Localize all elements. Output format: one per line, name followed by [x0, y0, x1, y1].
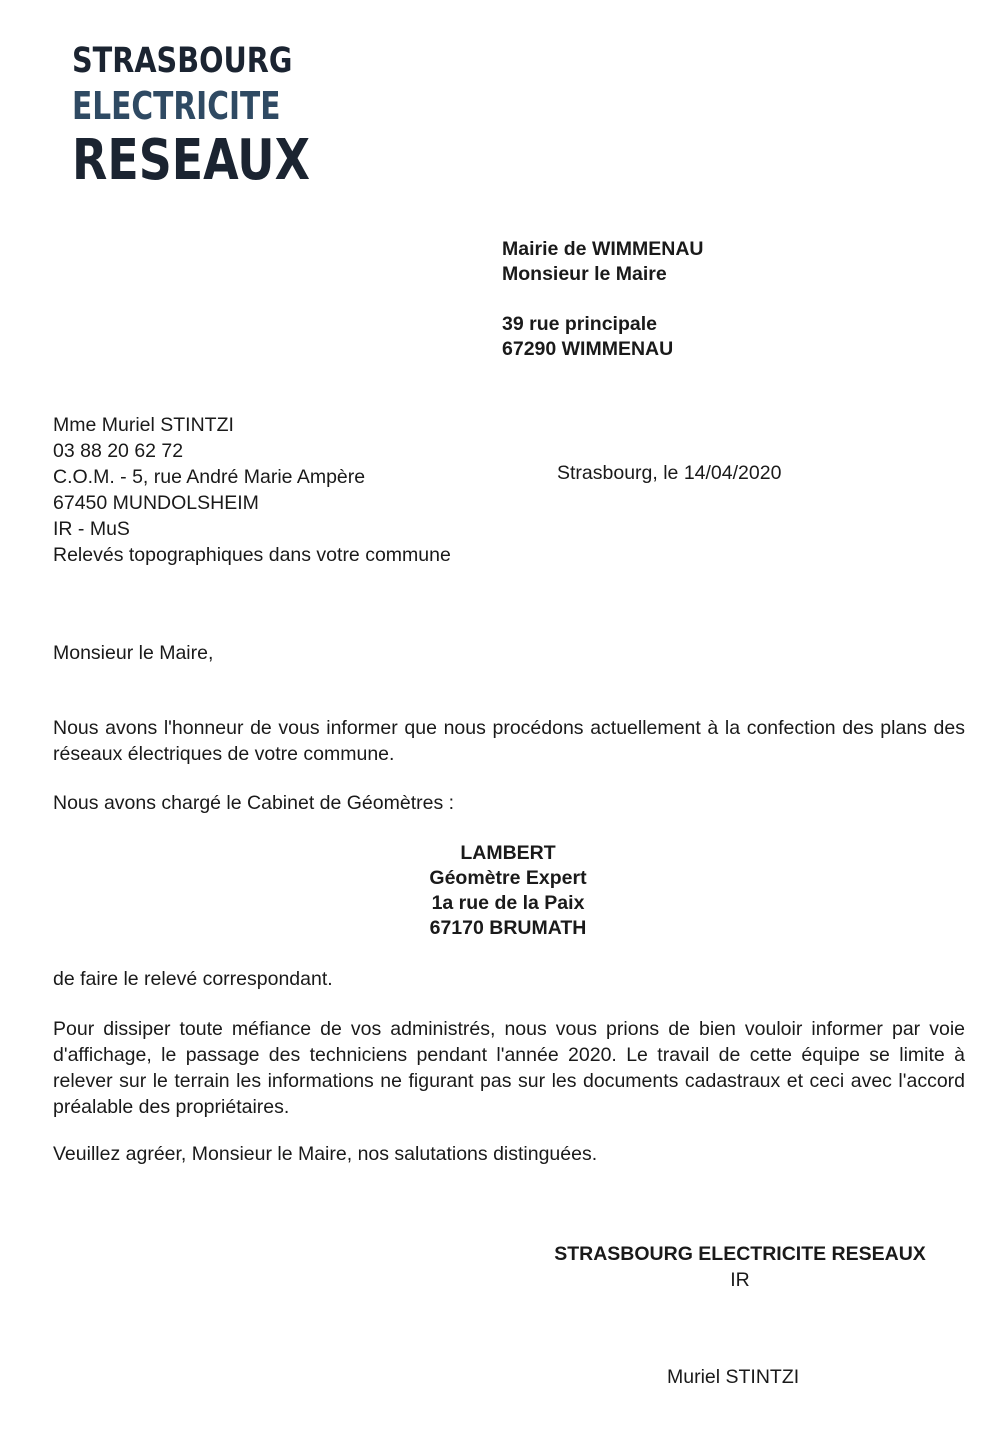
surveyor-city: 67170 BRUMATH	[429, 917, 587, 939]
company-logo	[72, 41, 310, 193]
sender-phone: 03 88 20 62 72	[53, 440, 184, 462]
signature-block	[530, 1241, 950, 1293]
letter-subject: Relevés topographiques dans votre commune	[53, 544, 451, 566]
paragraph-survey: de faire le relevé correspondant.	[53, 968, 333, 990]
recipient-street: 39 rue principale	[502, 313, 657, 335]
signature-company: STRASBOURG ELECTRICITE RESEAUX	[554, 1243, 926, 1265]
logo-line-electricite: ELECTRICITE	[72, 84, 281, 128]
logo-line-strasbourg: STRASBOURG	[72, 41, 293, 81]
logo-line-reseaux: RESEAUX	[72, 128, 310, 193]
surveyor-title: Géomètre Expert	[429, 867, 587, 889]
surveyor-block	[0, 841, 1000, 941]
surveyor-street: 1a rue de la Paix	[431, 892, 585, 914]
salutation: Monsieur le Maire,	[53, 642, 214, 664]
sender-address: C.O.M. - 5, rue André Marie Ampère	[53, 466, 366, 488]
recipient-title: Monsieur le Maire	[502, 263, 667, 285]
signer-name: Muriel STINTZI	[667, 1366, 800, 1388]
paragraph-details: Pour dissiper toute méfiance de vos administrés, nous vous prions de bien vouloir informer par voie d'affichage, le passage des techniciens pendant l'année 2020. Le travail de cette équipe se limite à relever sur le terrain les informations ne figurant pas sur les documents cadastraux et ceci avec l'accord préalable des propriétaires.	[53, 1018, 965, 1118]
sender-reference: IR - MuS	[53, 518, 130, 540]
sender-city: 67450 MUNDOLSHEIM	[53, 492, 259, 514]
recipient-address	[502, 312, 673, 362]
paragraph-surveyor-intro: Nous avons chargé le Cabinet de Géomètres :	[53, 792, 455, 814]
letter-date: Strasbourg, le 14/04/2020	[557, 462, 782, 484]
recipient-city: 67290 WIMMENAU	[502, 338, 674, 360]
signature-department: IR	[730, 1269, 750, 1291]
surveyor-name: LAMBERT	[460, 842, 556, 864]
sender-block	[53, 412, 451, 568]
paragraph-intro: Nous avons l'honneur de vous informer que nous procédons actuellement à la confection des plans des réseaux électriques de votre commune.	[53, 717, 965, 765]
paragraph-closing: Veuillez agréer, Monsieur le Maire, nos salutations distinguées.	[53, 1143, 598, 1165]
recipient-name: Mairie de WIMMENAU	[502, 238, 704, 260]
recipient-block	[502, 237, 704, 287]
sender-name: Mme Muriel STINTZI	[53, 414, 234, 436]
